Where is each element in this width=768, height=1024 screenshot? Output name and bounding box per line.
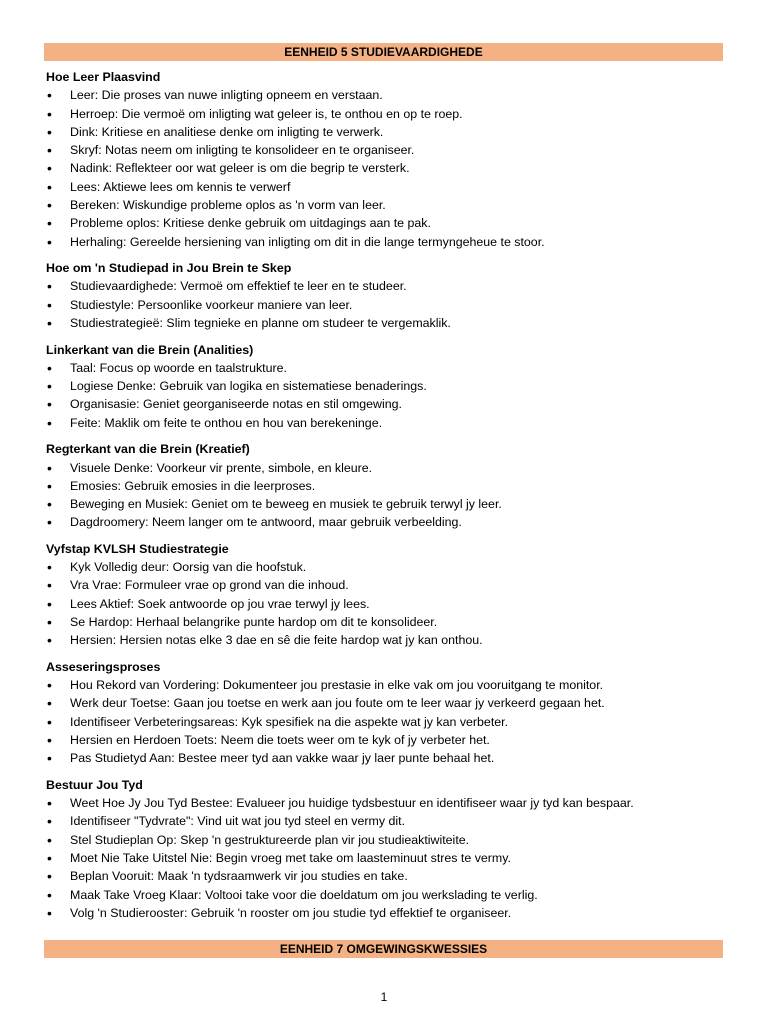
list-item: • Taal: Focus op woorde en taalstrukture. <box>46 359 736 377</box>
section-heading: Hoe Leer Plaasvind <box>46 70 161 84</box>
list-item: • Stel Studieplan Op: Skep 'n gestruktureerde plan vir jou studieaktiwiteite. <box>46 831 736 849</box>
list-item: • Emosies: Gebruik emosies in die leerproses. <box>46 477 736 495</box>
section-heading: Vyfstap KVLSH Studiestrategie <box>46 541 229 556</box>
section <box>46 341 736 432</box>
section <box>46 540 736 650</box>
list-item: • Logiese Denke: Gebruik van logika en sistematiese benaderings. <box>46 377 736 395</box>
list-item: • Lees: Aktiewe lees om kennis te verwerf <box>46 178 736 196</box>
list-item: • Herhaling: Gereelde hersiening van inligting om dit in die lange termyngeheue te stoor. <box>46 233 736 251</box>
section <box>46 68 736 251</box>
unit-header-banner: EENHEID 5 STUDIEVAARDIGHEDE <box>44 43 723 61</box>
page-number: 1 <box>380 990 388 1004</box>
list-item: • Maak Take Vroeg Klaar: Voltooi take voor die doeldatum om jou werkslading te verlig. <box>46 886 736 904</box>
next-unit-banner: EENHEID 7 OMGEWINGSKWESSIES <box>44 940 723 958</box>
list-item: • Kyk Volledig deur: Oorsig van die hoofstuk. <box>46 558 736 576</box>
bullet-list <box>46 794 736 922</box>
list-item: • Studiestrategieë: Slim tegnieke en planne om studeer te vergemaklik. <box>46 314 736 332</box>
list-item: • Hou Rekord van Vordering: Dokumenteer jou prestasie in elke vak om jou vooruitgang te monitor. <box>46 676 736 694</box>
section-heading: Regterkant van die Brein (Kreatief) <box>46 442 250 457</box>
bullet-list <box>46 558 736 649</box>
list-item: • Volg 'n Studierooster: Gebruik 'n rooster om jou studie tyd effektief te organiseer. <box>46 904 736 922</box>
list-item: • Studievaardighede: Vermoë om effektief te leer en te studeer. <box>46 277 736 295</box>
list-item: • Bereken: Wiskundige probleme oplos as 'n vorm van leer. <box>46 196 736 214</box>
list-item: • Studiestyle: Persoonlike voorkeur maniere van leer. <box>46 296 736 314</box>
list-item: • Leer: Die proses van nuwe inligting opneem en verstaan. <box>46 86 736 104</box>
list-item: • Feite: Maklik om feite te onthou en hou van berekeninge. <box>46 414 736 432</box>
bullet-list <box>46 676 736 767</box>
bullet-list <box>46 86 736 251</box>
section-heading: Bestuur Jou Tyd <box>46 777 143 792</box>
section <box>46 776 736 922</box>
list-item: • Hersien: Hersien notas elke 3 dae en sê die feite hardop wat jy kan onthou. <box>46 631 736 649</box>
list-item: • Identifiseer Verbeteringsareas: Kyk spesifiek na die aspekte wat jy kan verbeter. <box>46 713 736 731</box>
bullet-list <box>46 459 736 532</box>
bullet-list <box>46 359 736 432</box>
section <box>46 658 736 768</box>
list-item: • Weet Hoe Jy Jou Tyd Bestee: Evalueer jou huidige tydsbestuur en identifiseer waar jy tyd kan bespaar. <box>46 794 736 812</box>
section <box>46 259 736 332</box>
list-item: • Nadink: Reflekteer oor wat geleer is om die begrip te versterk. <box>46 159 736 177</box>
bullet-list <box>46 277 736 332</box>
list-item: • Beplan Vooruit: Maak 'n tydsraamwerk vir jou studies en take. <box>46 867 736 885</box>
document-body <box>46 68 736 930</box>
list-item: • Moet Nie Take Uitstel Nie: Begin vroeg met take om laasteminuut stres te vermy. <box>46 849 736 867</box>
list-item: • Pas Studietyd Aan: Bestee meer tyd aan vakke waar jy laer punte behaal het. <box>46 749 736 767</box>
list-item: • Lees Aktief: Soek antwoorde op jou vrae terwyl jy lees. <box>46 595 736 613</box>
section-heading: Asseseringsproses <box>46 659 161 674</box>
list-item: • Herroep: Die vermoë om inligting wat geleer is, te onthou en op te roep. <box>46 105 736 123</box>
section <box>46 440 736 531</box>
list-item: • Hersien en Herdoen Toets: Neem die toets weer om te kyk of jy verbeter het. <box>46 731 736 749</box>
list-item: • Identifiseer "Tydvrate": Vind uit wat jou tyd steel en vermy dit. <box>46 812 736 830</box>
list-item: • Skryf: Notas neem om inligting te konsolideer en te organiseer. <box>46 141 736 159</box>
list-item: • Probleme oplos: Kritiese denke gebruik om uitdagings aan te pak. <box>46 214 736 232</box>
section-heading: Hoe om 'n Studiepad in Jou Brein te Skep <box>46 261 292 276</box>
list-item: • Organisasie: Geniet georganiseerde notas en stil omgewing. <box>46 395 736 413</box>
list-item: • Se Hardop: Herhaal belangrike punte hardop om dit te konsolideer. <box>46 613 736 631</box>
list-item: • Vra Vrae: Formuleer vrae op grond van die inhoud. <box>46 576 736 594</box>
list-item: • Werk deur Toetse: Gaan jou toetse en werk aan jou foute om te leer waar jy verkeerd gegaan het. <box>46 694 736 712</box>
list-item: • Beweging en Musiek: Geniet om te beweeg en musiek te gebruik terwyl jy leer. <box>46 495 736 513</box>
list-item: • Dink: Kritiese en analitiese denke om inligting te verwerk. <box>46 123 736 141</box>
list-item: • Dagdroomery: Neem langer om te antwoord, maar gebruik verbeelding. <box>46 513 736 531</box>
list-item: • Visuele Denke: Voorkeur vir prente, simbole, en kleure. <box>46 459 736 477</box>
section-heading: Linkerkant van die Brein (Analities) <box>46 342 254 357</box>
